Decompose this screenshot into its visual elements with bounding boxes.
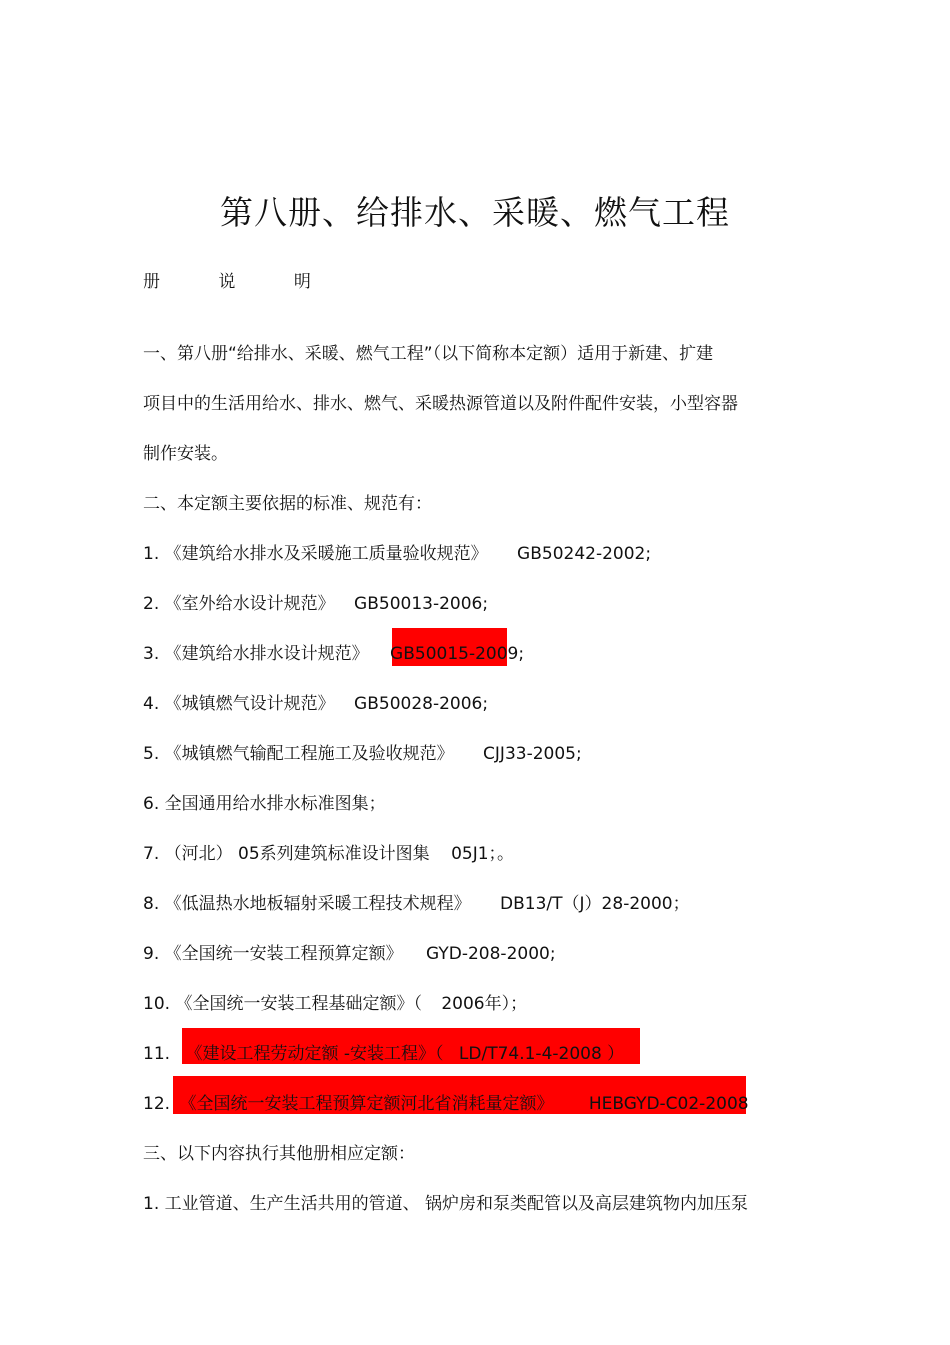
item-code: HEBGYD-C02-2008 bbox=[588, 1094, 749, 1114]
item-code: GB50028-2006; bbox=[354, 694, 489, 714]
section-subtitle bbox=[143, 268, 311, 296]
item-number: 7. bbox=[143, 844, 160, 864]
standard-item bbox=[143, 1090, 749, 1118]
section-3-heading: 三、以下内容执行其他册相应定额： bbox=[143, 1144, 415, 1164]
item-name: 《建筑给水排水设计规范》 bbox=[164, 644, 369, 664]
item-number: 6. bbox=[143, 794, 160, 814]
document-title: 第八册、给排水、采暖、燃气工程 bbox=[220, 193, 730, 232]
standard-item bbox=[143, 590, 488, 618]
subtitle-char-2: 说 bbox=[218, 272, 236, 292]
item-number: 8. bbox=[143, 894, 160, 914]
item-code: 2006年）； bbox=[441, 994, 528, 1014]
paragraph-1-line-3: 制作安装。 bbox=[143, 444, 228, 464]
item-code: GB50015-2009; bbox=[390, 644, 525, 664]
item-name: 《建设工程劳动定额 -安装工程》（ bbox=[185, 1044, 444, 1064]
standard-item bbox=[143, 790, 391, 818]
item-code: GB50242-2002; bbox=[517, 544, 652, 564]
item-number: 11. bbox=[143, 1044, 171, 1064]
item-code: GYD-208-2000; bbox=[426, 944, 556, 964]
section-3-item-1: 1. 工业管道、生产生活共用的管道、 锅炉房和泵类配管以及高层建筑物内加压泵 bbox=[143, 1194, 749, 1214]
standard-item bbox=[143, 640, 524, 668]
item-name: 《低温热水地板辐射采暖工程技术规程》 bbox=[164, 894, 471, 914]
paragraph-1-line-1: 一、第八册“给排水、采暖、燃气工程”（以下简称本定额）适用于新建、扩建 bbox=[143, 344, 714, 364]
subtitle-char-3: 明 bbox=[293, 272, 311, 292]
item-code: CJJ33-2005; bbox=[483, 744, 582, 764]
section-2-heading: 二、本定额主要依据的标准、规范有： bbox=[143, 494, 432, 514]
standard-item bbox=[143, 1040, 624, 1068]
standard-item bbox=[143, 690, 488, 718]
item-name: 《城镇燃气输配工程施工及验收规范》 bbox=[164, 744, 454, 764]
paragraph-1-line-2: 项目中的生活用给水、排水、燃气、采暖热源管道以及附件配件安装，小型容器 bbox=[143, 394, 738, 414]
item-number: 3. bbox=[143, 644, 160, 664]
item-code: DB13/T（J）28-2000； bbox=[500, 894, 690, 914]
item-name: 《建筑给水排水及采暖施工质量验收规范》 bbox=[164, 544, 488, 564]
item-name: 《全国统一安装工程基础定额》（ bbox=[175, 994, 422, 1014]
standard-item bbox=[143, 740, 582, 768]
item-code: 05J1；。 bbox=[451, 844, 515, 864]
item-name: 《全国统一安装工程预算定额河北省消耗量定额》 bbox=[179, 1094, 554, 1114]
item-number: 2. bbox=[143, 594, 160, 614]
item-number: 1. bbox=[143, 544, 160, 564]
subtitle-char-1: 册 bbox=[143, 272, 160, 292]
item-name: 《城镇燃气设计规范》 bbox=[164, 694, 335, 714]
standard-item bbox=[143, 940, 556, 968]
item-code: LD/T74.1-4-2008 ） bbox=[458, 1044, 625, 1064]
item-name: 《室外给水设计规范》 bbox=[164, 594, 335, 614]
item-number: 10. bbox=[143, 994, 171, 1014]
item-name: 《全国统一安装工程预算定额》 bbox=[164, 944, 403, 964]
standard-item bbox=[143, 990, 527, 1018]
item-number: 12. bbox=[143, 1094, 171, 1114]
item-code: GB50013-2006; bbox=[354, 594, 489, 614]
standard-item bbox=[143, 540, 651, 568]
item-number: 9. bbox=[143, 944, 160, 964]
item-name: 全国通用给水排水标准图集； bbox=[164, 794, 386, 814]
standard-item bbox=[143, 890, 690, 918]
standard-item bbox=[143, 840, 514, 868]
item-name: （河北） 05系列建筑标准设计图集 bbox=[164, 844, 430, 864]
item-number: 4. bbox=[143, 694, 160, 714]
item-number: 5. bbox=[143, 744, 160, 764]
